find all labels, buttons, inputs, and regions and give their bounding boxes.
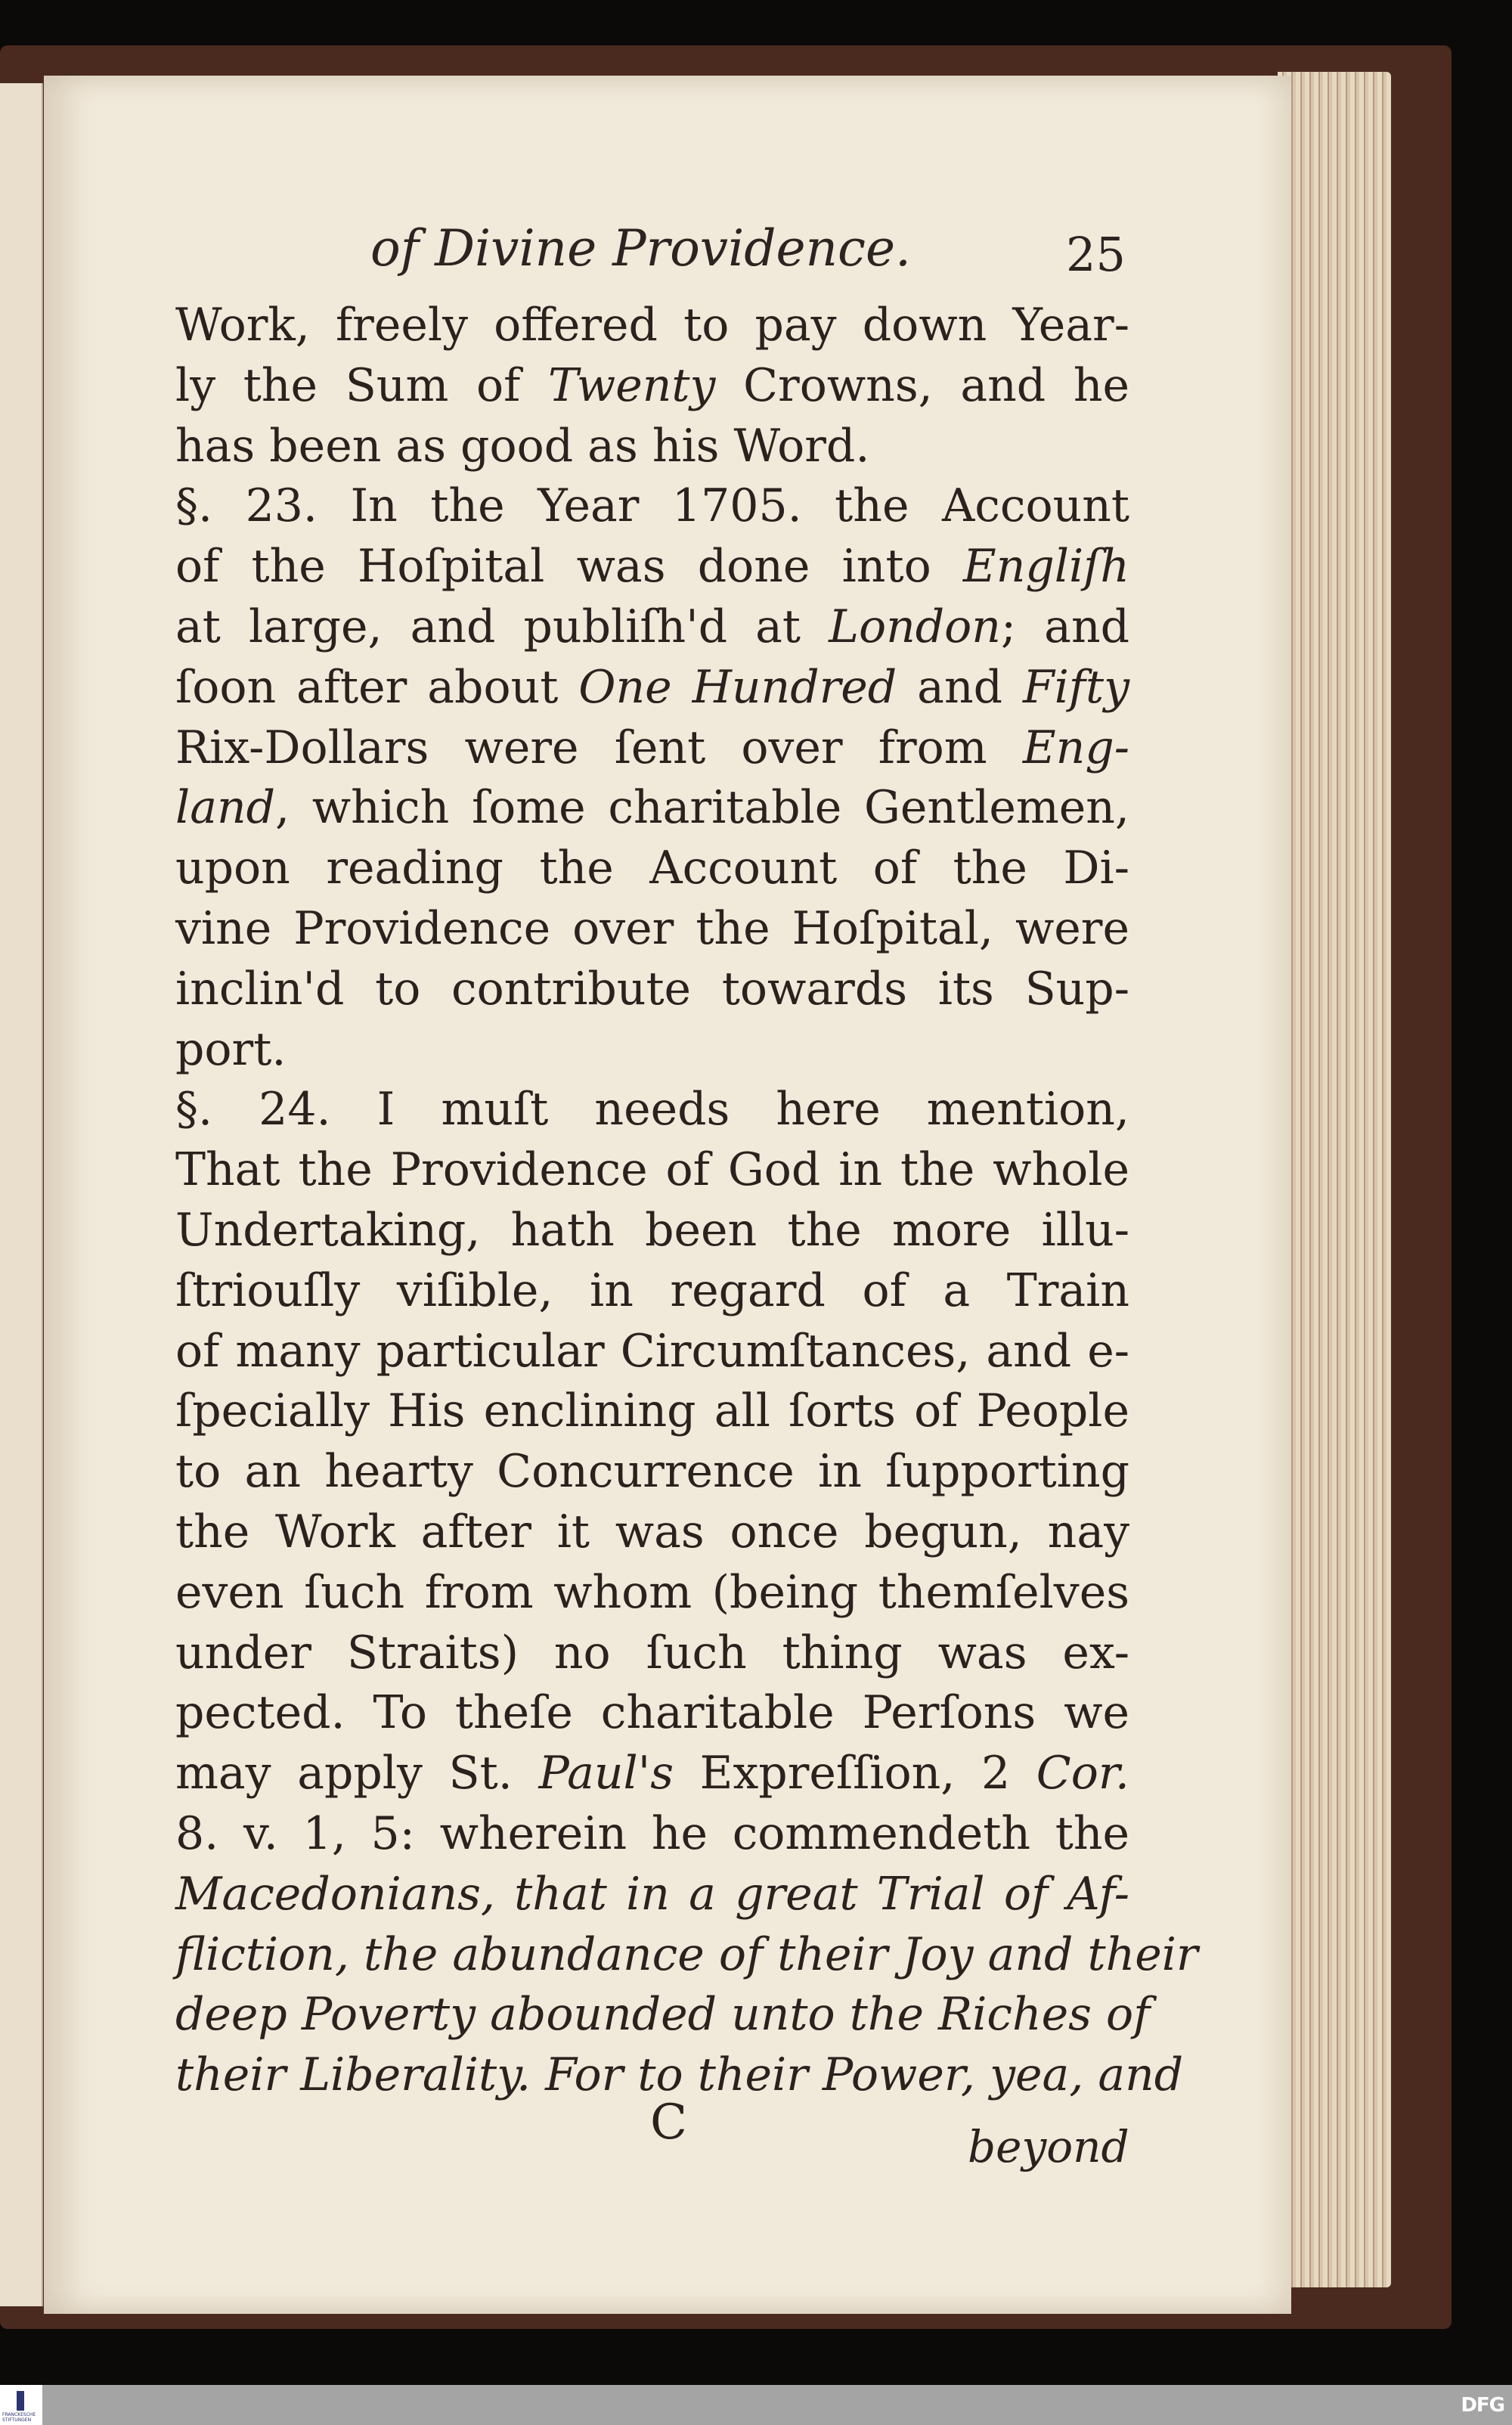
text-segment: ly the Sum of — [175, 358, 549, 412]
text-segment: and — [897, 660, 1023, 714]
text-segment: Work, freely offered to pay down Year- — [175, 299, 1129, 352]
text-segment: Crowns, and he — [715, 358, 1130, 412]
text-line — [175, 1988, 1151, 2042]
text-line — [175, 1747, 1129, 1800]
page-edges — [1278, 72, 1391, 2287]
italic-text: their Liberality. For to their Power, yea, and — [175, 2048, 1184, 2102]
text-line — [175, 1385, 1129, 1437]
text-line — [175, 842, 1129, 895]
text-line — [175, 479, 1129, 532]
text-segment: ſoon after about — [175, 660, 579, 714]
text-line — [175, 2048, 1184, 2102]
text-line — [175, 1143, 1129, 1196]
text-segment: §. 24. I muſt needs here mention, — [175, 1083, 1129, 1137]
text-segment: inclin'd to contribute towards its Sup- — [175, 962, 1129, 1016]
text-line — [175, 1868, 1129, 1921]
text-segment: pected. To theſe charitable Perſons we — [175, 1686, 1129, 1740]
facing-page-edge — [0, 83, 43, 2306]
text-segment: has been as good as his Word. — [175, 419, 870, 473]
italic-text: One Hundred — [578, 660, 897, 714]
text-line — [175, 1807, 1129, 1860]
text-segment: §. 23. In the Year 1705. the Account — [175, 479, 1129, 533]
text-line — [175, 299, 1129, 352]
text-line — [175, 902, 1129, 955]
text-segment: 8. v. 1, 5: wherein he commendeth the — [175, 1807, 1129, 1860]
text-segment: the Work after it was once begun, nay — [175, 1506, 1129, 1558]
italic-text: Eng- — [1022, 721, 1129, 774]
catchword: beyond — [968, 2121, 1129, 2172]
dfg-logo: DFG — [1461, 2394, 1504, 2417]
text-segment: port. — [175, 1022, 287, 1076]
text-segment: even ſuch from whom (being themſelves — [175, 1565, 1129, 1619]
text-line — [175, 1023, 1129, 1076]
italic-text: deep Poverty abounded unto the Riches of — [175, 1988, 1151, 2042]
italic-text: Engliſh — [962, 540, 1129, 594]
signature-mark: C — [650, 2095, 687, 2151]
text-line — [175, 1626, 1129, 1679]
footer-bar — [0, 2385, 1512, 2425]
text-segment: of the Hoſpital was done into — [175, 540, 963, 594]
text-line — [175, 1927, 1198, 1981]
italic-text: Macedonians, that in a great Trial of Af- — [175, 1867, 1129, 1921]
text-line — [175, 1445, 1129, 1498]
text-line — [175, 1264, 1129, 1317]
italic-text: Cor. — [1036, 1747, 1129, 1800]
text-line — [175, 1506, 1129, 1558]
text-line — [175, 1686, 1129, 1739]
text-segment: Undertaking, hath been the more illu- — [175, 1204, 1129, 1257]
statue-icon — [17, 2391, 24, 2411]
text-line — [175, 1325, 1129, 1378]
italic-text: London — [829, 600, 1001, 653]
institution-logo — [0, 2385, 42, 2425]
text-segment: Rix-Dollars were ſent over from — [175, 721, 1023, 774]
text-segment: at large, and publiſh'd at — [175, 600, 829, 653]
text-segment: That the Providence of God in the whole — [175, 1143, 1129, 1197]
text-line — [175, 1566, 1129, 1619]
text-line — [175, 721, 1129, 774]
text-line — [175, 420, 1129, 473]
italic-text: land — [175, 781, 276, 835]
italic-text: Fifty — [1022, 660, 1129, 714]
text-segment: , which ſome charitable Gentlemen, — [275, 781, 1129, 835]
text-line — [175, 661, 1129, 714]
text-segment: ſtriouſly viſible, in regard of a Train — [175, 1264, 1129, 1317]
text-line — [175, 963, 1129, 1016]
text-segment: under Straits) no ſuch thing was ex- — [175, 1626, 1129, 1679]
logo-text: FRANCKESCHE STIFTUNGEN — [2, 2412, 36, 2423]
text-line — [175, 540, 1129, 593]
text-line — [175, 359, 1129, 412]
text-segment: Expreſſion, 2 — [674, 1747, 1036, 1800]
text-line — [175, 781, 1129, 834]
text-line — [175, 1083, 1129, 1136]
text-segment: vine Providence over the Hoſpital, were — [175, 902, 1129, 955]
text-segment: to an hearty Concurrence in ſupporting — [175, 1445, 1129, 1499]
text-segment: ; and — [1000, 600, 1130, 653]
text-segment: ſpecially His enclining all ſorts of People — [175, 1385, 1129, 1438]
text-segment: may apply St. — [175, 1747, 539, 1800]
text-segment: of many particular Circumſtances, and e- — [175, 1324, 1129, 1378]
text-line — [175, 1204, 1129, 1257]
text-line — [175, 600, 1129, 653]
italic-text: Twenty — [548, 358, 716, 412]
running-head: of Divine Providence. — [370, 219, 912, 278]
italic-text: Paul's — [538, 1747, 674, 1800]
text-segment: upon reading the Account of the Di- — [175, 842, 1129, 895]
italic-text: fliction, the abundance of their Joy and their — [175, 1927, 1198, 1981]
page-number: 25 — [1066, 227, 1126, 282]
